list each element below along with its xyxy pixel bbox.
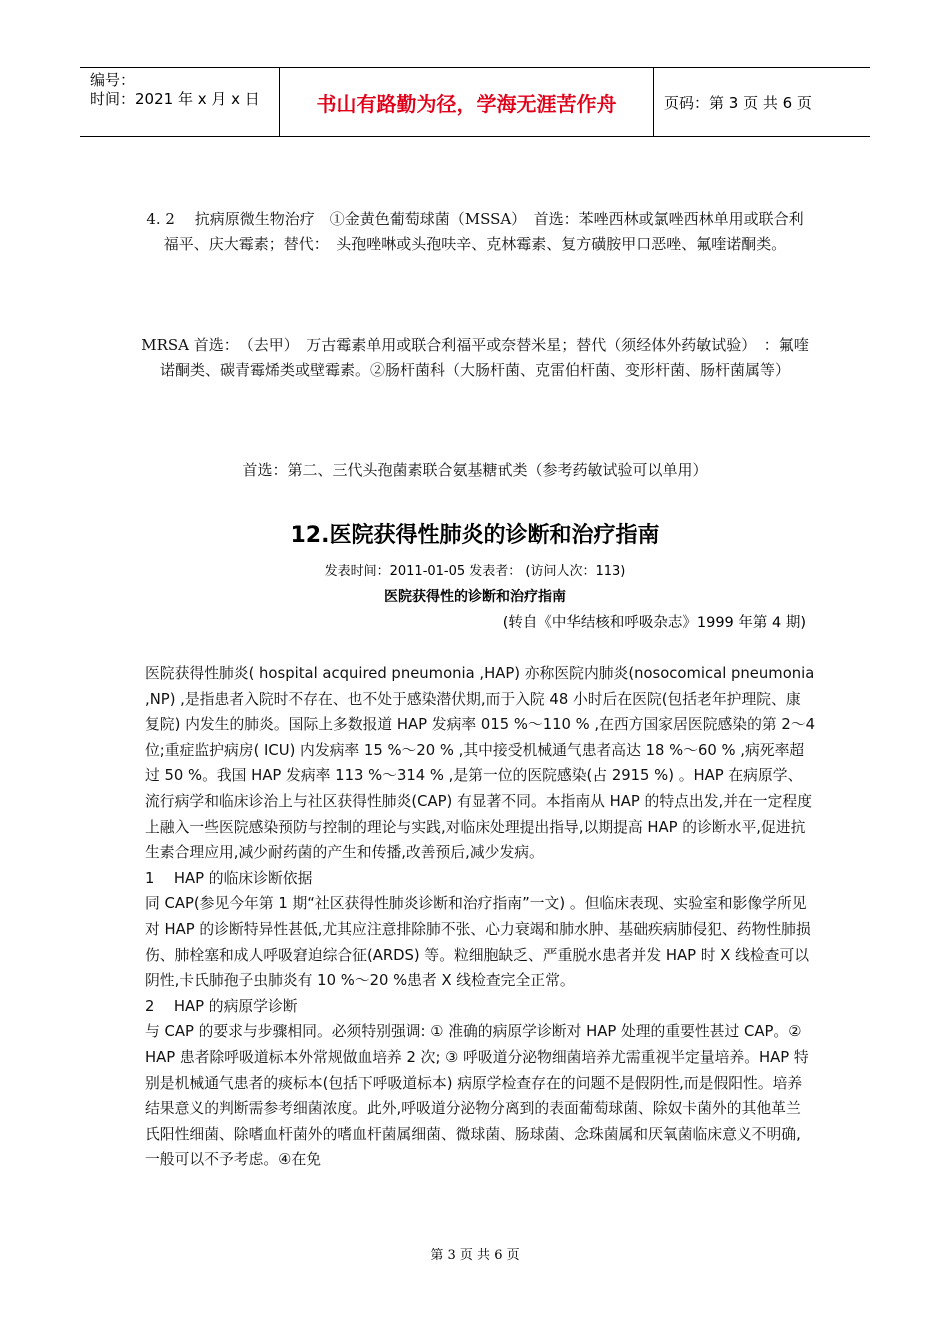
article-meta: 发表时间：2011-01-05 发表者： (访问人次：113): [324, 564, 626, 579]
page-footer: 第 3 页 共 6 页: [430, 1248, 520, 1263]
body-paragraph: 同 CAP(参见今年第 1 期“社区获得性肺炎诊断和治疗指南”一文) 。但临床表现、实验室和影像学所见对 HAP 的诊断特异性甚低,尤其应注意排除肺不张、心力衰竭和肺水肿、基础疾病肺侵犯、药物性肺损伤、肺栓塞和成人呼吸窘迫综合征(ARDS) 等。粒细胞缺乏、严重脱水患者并发 HAP 时 X 线检查可以阴性,卡氏肺孢子虫肺炎有 10 %～20 %患者 X 线检查完全正常。: [145, 895, 811, 990]
body-paragraph: 与 CAP 的要求与步骤相同。必须特别强调: ① 准确的病原学诊断对 HAP 处理的重要性甚过 CAP。② HAP 患者除呼吸道标本外常规做血培养 2 次; ③ 呼吸道分泌物细菌培养尤需重视半定量培养。HAP 特别是机械通气患者的痰标本(包括下呼吸道标本) 病原学检查存在的问题不是假阴性,而是假阳性。培养结果意义的判断需参考细菌浓度。此外,呼吸道分泌物分离到的表面葡萄球菌、除奴卡菌外的其他革兰氏阳性细菌、除嗜血杆菌外的嗜血杆菌属细菌、微球菌、肠球菌、念珠菌属和厌氧菌临床意义不明确,一般可以不予考虑。④在免: [145, 1023, 809, 1169]
treatment-paragraph-3: 首选：第二、三代头孢菌素联合氨基糖甙类（参考药敏试验可以单用）: [242, 461, 708, 479]
page-header: [80, 67, 870, 137]
header-motto: 书山有路勤为径，学海无涯苦作舟: [280, 68, 654, 136]
article-body: [145, 661, 815, 1173]
article-subtitle: 医院获得性的诊断和治疗指南: [384, 589, 566, 605]
section-heading: 2 HAP 的病原学诊断: [145, 997, 298, 1015]
header-left-cell: [80, 68, 280, 136]
section-heading: 1 HAP 的临床诊断依据: [145, 869, 313, 887]
number-label: 编号：: [90, 71, 136, 89]
treatment-paragraph-1: 4. 2 抗病原微生物治疗 ①金黄色葡萄球菌（MSSA） 首选：苯唑西林或氯唑西林单用或联合利福平、庆大霉素；替代： 头孢唑啉或头孢呋辛、克林霉素、复方磺胺甲口恶唑、氟喹诺酮类。: [146, 210, 804, 253]
header-page-info: 页码：第 3 页 共 6 页: [664, 93, 812, 112]
article-source: (转自《中华结核和呼吸杂志》1999 年第 4 期): [502, 615, 806, 631]
treatment-paragraph-2: MRSA 首选： （去甲） 万古霉素单用或联合利福平或奈替米星；替代（须经体外药敏试验） ：氟喹诺酮类、碳青霉烯类或壁霉素。②肠杆菌科（大肠杆菌、克雷伯杆菌、变形杆菌、肠杆菌属等）: [141, 336, 809, 379]
article-title: 12.医院获得性肺炎的诊断和治疗指南: [290, 523, 660, 548]
body-paragraph: 医院获得性肺炎( hospital acquired pneumonia ,HAP) 亦称医院内肺炎(nosocomical pneumonia ,NP) ,是指患者入院时不存在、也不处于感染潜伏期,而于入院 48 小时后在医院(包括老年护理院、康复院) 内发生的肺炎。国际上多数报道 HAP 发病率 015 %～110 % ,在西方国家居医院感染的第 2～4 位;重症监护病房( ICU) 内发病率 15 %～20 % ,其中接受机械通气患者高达 18 %～60 % ,病死率超过 50 %。我国 HAP 发病率 113 %～314 % ,是第一位的医院感染(占 2915 %) 。HAP 在病原学、流行病学和临床诊治上与社区获得性肺炎(CAP) 有显著不同。本指南从 HAP 的特点出发,并在一定程度上融入一些医院感染预防与控制的理论与实践,对临床处理提出指导,以期提高 HAP 的诊断水平,促进抗生素合理应用,减少耐药菌的产生和传播,改善预后,减少发病。: [145, 665, 816, 862]
time-label: 时间：2021 年 x 月 x 日: [90, 90, 260, 108]
